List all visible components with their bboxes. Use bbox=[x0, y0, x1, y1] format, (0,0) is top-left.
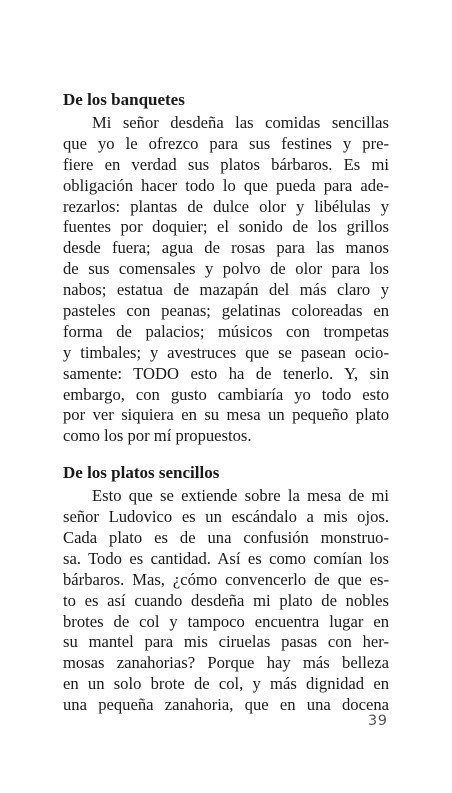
text-line: en un solo brote de col, y más dignidad en bbox=[63, 674, 389, 694]
text-line: obligación hacer todo lo que pueda para ade- bbox=[63, 175, 389, 195]
text-line: sa. Todo es cantidad. Así es como comían los bbox=[63, 548, 389, 568]
page-number: 39 bbox=[368, 713, 388, 729]
text-line: por ver siquiera en su mesa un pequeño plato bbox=[63, 405, 389, 425]
text-line: fiere en verdad sus platos bárbaros. Es mi bbox=[63, 154, 389, 174]
text-line: to es así cuando desdeña mi plato de nobles bbox=[63, 590, 389, 610]
section-body bbox=[63, 113, 389, 447]
text-line: forma de palacios; músicos con trompetas bbox=[63, 321, 389, 341]
text-line: que yo le ofrezco para sus festines y pre- bbox=[63, 133, 389, 153]
text-line: brotes de col y tampoco encuentra lugar en bbox=[63, 611, 389, 631]
text-line: Esto que se extiende sobre la mesa de mi bbox=[92, 486, 389, 506]
text-line: como los por mí propuestos. bbox=[63, 426, 252, 446]
section-heading: De los platos sencillos bbox=[63, 463, 220, 483]
section-body bbox=[63, 486, 389, 716]
text-line: mosas zanahorias? Porque hay más belleza bbox=[63, 653, 389, 673]
text-line: señor Ludovico es un escándalo a mis ojos. bbox=[63, 507, 389, 527]
text-line: rezarlos: plantas de dulce olor y libélulas y bbox=[63, 196, 389, 216]
text-line: nabos; estatua de mazapán del más claro y bbox=[63, 280, 389, 300]
text-line: Mi señor desdeña las comidas sencillas bbox=[92, 113, 389, 132]
section-banquetes bbox=[63, 88, 389, 447]
page-text-block bbox=[63, 88, 389, 716]
text-line: desde fuera; agua de rosas para las manos bbox=[63, 238, 389, 258]
text-line: fuentes por doquier; el sonido de los grillos bbox=[63, 217, 389, 237]
section-platos-sencillos bbox=[63, 461, 389, 716]
text-line: Cada plato es de una confusión monstruo- bbox=[63, 528, 389, 548]
text-line: su mantel para mis ciruelas pasas con her- bbox=[63, 632, 389, 652]
section-heading: De los banquetes bbox=[63, 90, 185, 109]
text-line: samente: TODO esto ha de tenerlo. Y, sin bbox=[63, 363, 389, 383]
text-line: una pequeña zanahoria, que en una docena bbox=[63, 695, 389, 715]
text-line: pasteles con peanas; gelatinas coloreadas en bbox=[63, 301, 389, 321]
text-line: embargo, con gusto cambiaría yo todo esto bbox=[63, 384, 389, 404]
text-line: y timbales; y avestruces que se pasean ocio- bbox=[63, 342, 389, 362]
text-line: de sus comensales y polvo de olor para los bbox=[63, 259, 389, 279]
text-line: bárbaros. Mas, ¿cómo convencerlo de que es- bbox=[63, 569, 389, 589]
